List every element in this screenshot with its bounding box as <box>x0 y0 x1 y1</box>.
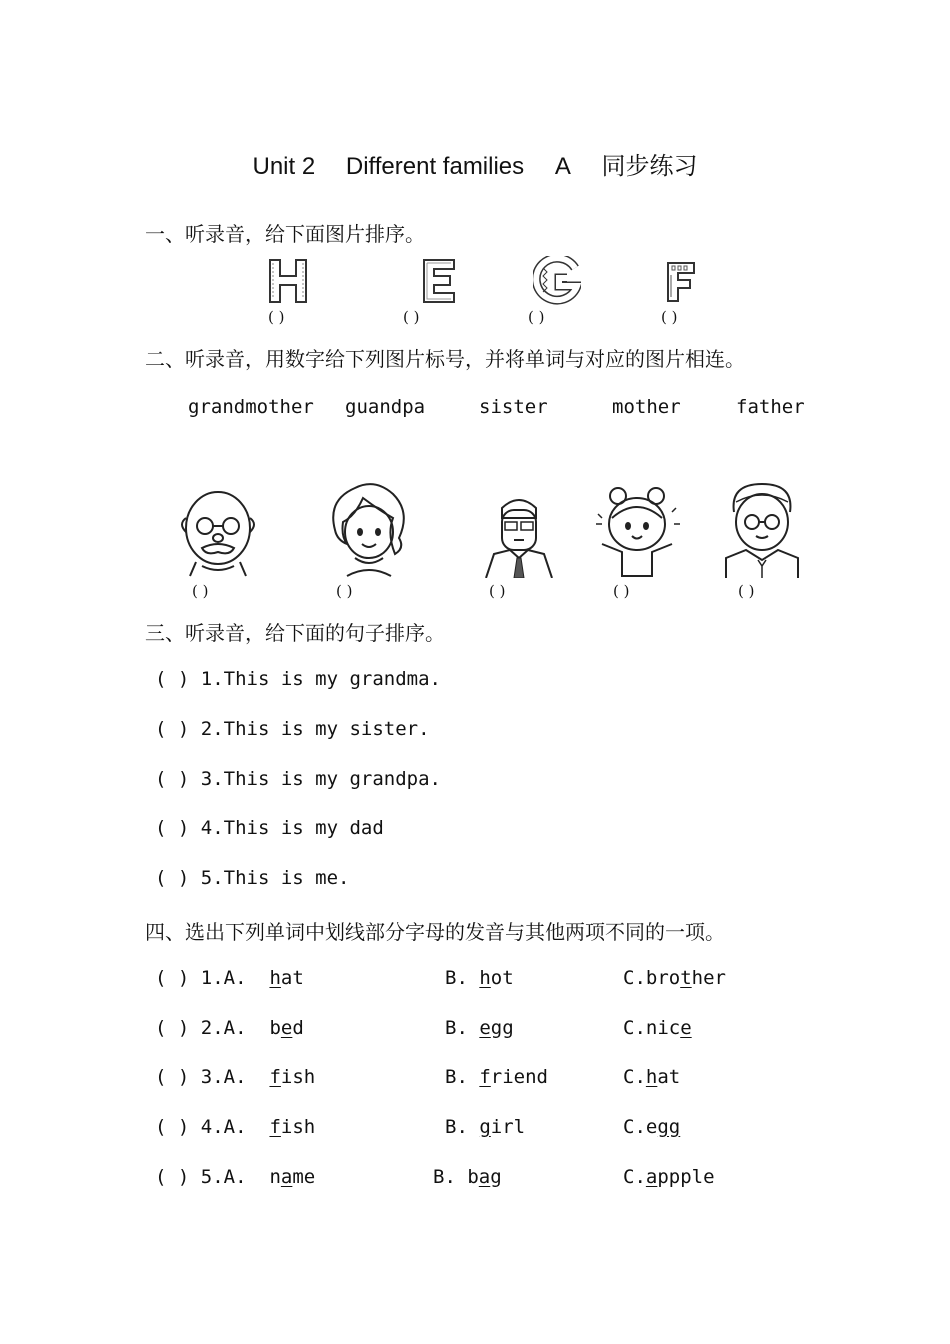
sentence-text: 5.This is me. <box>200 867 350 889</box>
sentence-row <box>155 817 384 839</box>
option-a[interactable]: fish <box>269 1066 316 1088</box>
answer-blank[interactable]: ( ) <box>192 582 209 600</box>
question-row <box>155 1066 315 1088</box>
letter-e-image <box>422 258 456 309</box>
answer-blank[interactable]: ( ) <box>155 1017 190 1039</box>
sentence-row <box>155 668 441 690</box>
father-image[interactable] <box>482 492 556 578</box>
letter-g-image <box>533 256 581 311</box>
option-c[interactable]: C.appple <box>623 1166 715 1188</box>
answer-blank[interactable]: ( ) <box>155 668 190 690</box>
option-a[interactable]: bed <box>269 1017 304 1039</box>
answer-blank[interactable]: ( ) <box>155 1166 190 1188</box>
letter-f-image <box>666 261 696 308</box>
sentence-row <box>155 718 430 740</box>
question-number: 5.A. <box>200 1166 247 1188</box>
title-part: A <box>554 153 571 180</box>
option-b[interactable]: B. girl <box>445 1116 526 1138</box>
sister-image[interactable] <box>594 484 680 578</box>
sentence-text: 1.This is my grandma. <box>200 668 441 690</box>
option-b[interactable]: B. bag <box>433 1166 502 1188</box>
section3-heading: 三、听录音，给下面的句子排序。 <box>145 621 445 645</box>
grandpa-image[interactable] <box>172 486 264 578</box>
question-number: 4.A. <box>200 1116 247 1138</box>
question-row <box>155 1166 315 1188</box>
sentence-text: 4.This is my dad <box>200 817 384 839</box>
answer-blank[interactable]: ( ) <box>403 308 420 326</box>
option-b[interactable]: B. hot <box>445 967 514 989</box>
letter-h-image <box>268 258 308 309</box>
word-guandpa[interactable]: guandpa <box>345 396 426 418</box>
mother-image[interactable] <box>325 480 411 578</box>
option-c[interactable]: C.egg <box>623 1116 681 1138</box>
answer-blank[interactable]: ( ) <box>155 817 190 839</box>
answer-blank[interactable]: ( ) <box>155 867 190 889</box>
sentence-text: 3.This is my grandpa. <box>200 768 441 790</box>
grandmother-image[interactable] <box>722 482 802 578</box>
answer-blank[interactable]: ( ) <box>613 582 630 600</box>
section2-heading: 二、听录音，用数字给下列图片标号，并将单词与对应的图片相连。 <box>145 347 745 371</box>
answer-blank[interactable]: ( ) <box>155 1116 190 1138</box>
word-father[interactable]: father <box>736 396 805 418</box>
answer-blank[interactable]: ( ) <box>268 308 285 326</box>
question-row <box>155 1116 315 1138</box>
answer-blank[interactable]: ( ) <box>155 967 190 989</box>
question-row <box>155 1017 304 1039</box>
question-row <box>155 967 304 989</box>
section1-heading: 一、听录音，给下面图片排序。 <box>145 222 425 246</box>
option-a[interactable]: name <box>269 1166 316 1188</box>
answer-blank[interactable]: ( ) <box>661 308 678 326</box>
answer-blank[interactable]: ( ) <box>155 1066 190 1088</box>
section4-heading: 四、选出下列单词中划线部分字母的发音与其他两项不同的一项。 <box>145 920 725 944</box>
question-number: 3.A. <box>200 1066 247 1088</box>
page-title <box>0 146 950 181</box>
sentence-row <box>155 867 350 889</box>
question-number: 2.A. <box>200 1017 247 1039</box>
title-subject: 同步练习 <box>601 153 698 180</box>
option-c[interactable]: C.hat <box>623 1066 681 1088</box>
option-b[interactable]: B. egg <box>445 1017 514 1039</box>
sentence-text: 2.This is my sister. <box>200 718 430 740</box>
title-unit: Unit 2 <box>252 153 316 180</box>
answer-blank[interactable]: ( ) <box>738 582 755 600</box>
word-sister[interactable]: sister <box>479 396 548 418</box>
question-number: 1.A. <box>200 967 247 989</box>
option-a[interactable]: fish <box>269 1116 316 1138</box>
option-b[interactable]: B. friend <box>445 1066 548 1088</box>
answer-blank[interactable]: ( ) <box>489 582 506 600</box>
answer-blank[interactable]: ( ) <box>155 768 190 790</box>
answer-blank[interactable]: ( ) <box>528 308 545 326</box>
option-c[interactable]: C.nice <box>623 1017 692 1039</box>
answer-blank[interactable]: ( ) <box>336 582 353 600</box>
option-c[interactable]: C.brother <box>623 967 726 989</box>
word-grandmother[interactable]: grandmother <box>188 396 314 418</box>
answer-blank[interactable]: ( ) <box>155 718 190 740</box>
word-mother[interactable]: mother <box>612 396 681 418</box>
sentence-row <box>155 768 441 790</box>
title-lesson: Different families <box>345 153 525 180</box>
option-a[interactable]: hat <box>269 967 304 989</box>
